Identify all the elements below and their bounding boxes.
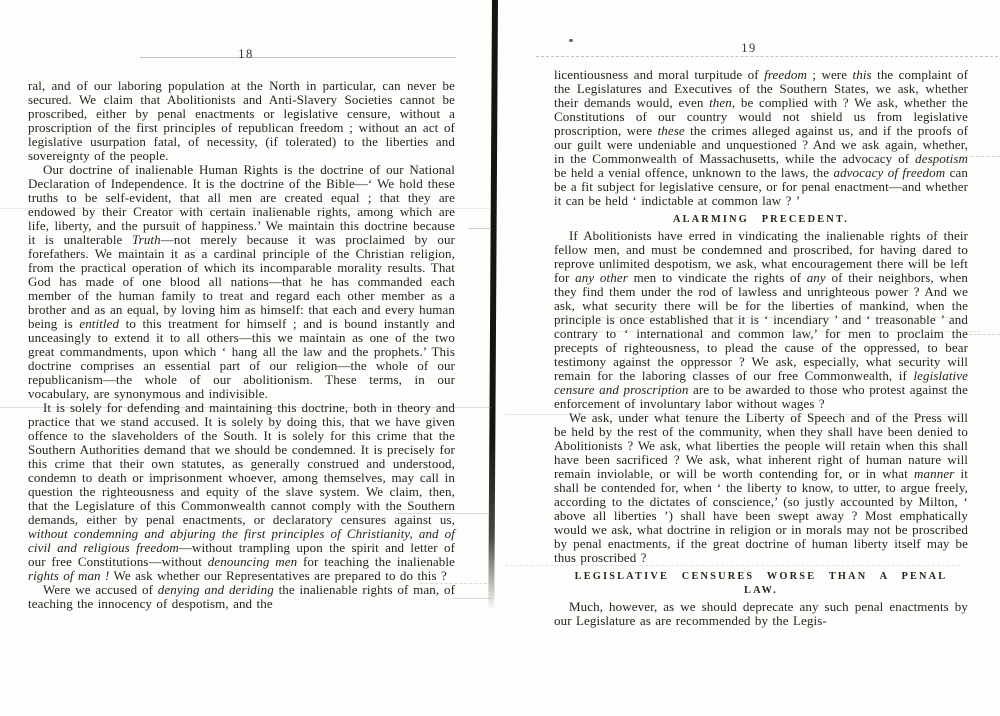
paragraph: Our doctrine of inalienable Human Rights is the doctrine of our National Declaration of Independence. It is the doctrine of the Bible—‘ We hold these truths to be self-evident, that all men are created equal ; that they are endowed by their Creator with certain inalienable rights, among which are life, liberty, and the pursuit of happiness.’ We maintain this doctrine because it is unalterable Truth—not merely because it was proclaimed by our forefathers. We maintain it as a cardinal principle of the Christian religion, from the practical operation of which its incomparable morality results. That God has made of one blood all nations—that he has commanded each member of the human family to treat and regard each other member as a brother and as an equal, by loving him as himself: that each and every human being is entitled to this treatment for himself ; and is bound instantly and unceasingly to extend it to all others—this we maintain as one of the two great commandments, upon which ‘ hang all the law and the prophets.’ This doctrine comprises an essential part of our religion—the whole of our republicanism—the whole of our abolitionism. These terms, in our vocabulary, are synonymous and indivisible.	[28, 162, 456, 401]
page-left-content	[28, 79, 455, 611]
page-left-header	[0, 45, 492, 63]
section-heading: LEGISLATIVE CENSURES WORSE THAN A PENAL LAW.	[574, 571, 948, 596]
scan-artifact-line	[452, 598, 492, 599]
scan-artifact-line	[468, 228, 492, 229]
paragraph: licentiousness and moral turpitude of freedom ; were this the complaint of the Legislatures and Executives of the Southern States, we ask, whether their demands would, even then, be complied with ? We ask, whether the Constitutions of our country would not shield us from legislative proscription, were these the crimes alleged against us, and if the proofs of our guilt were undeniable and unquestioned ? And we ask again, whether, in the Commonwealth of Massachusetts, while the advocacy of despotism be held a venial offence, unknown to the laws, the advocacy of freedom can be a fit subject for legislative censure, or for penal enactment—and whether it can be held ‘ indictable at common law ? ’	[554, 67, 969, 208]
page-right	[498, 0, 1000, 716]
paragraph: It is solely for defending and maintaining this doctrine, both in theory and practice that we stand accused. It is solely by doing this, that we have given offence to the slaveholders of the South. It is solely for this crime that the Southern Authorities demand that we should be condemned. It is precisely for this crime that their own statutes, as generally construed and understood, condemn to death or imprisonment whoever, among themselves, may call in question the righteousness and equity of the slave system. We claim, then, that the Legislature of this Commonwealth cannot comply with the Southern demands, either by penal enactments, or declaratory censures against us, without condemning and abjuring the first principles of Christianity, and of civil and religious freedom—without trampling upon the spirit and letter of our free Constitutions—without denouncing men for teaching the inalienable rights of man ! We ask whether our Representatives are prepared to do this ?	[28, 400, 456, 583]
page-left	[0, 0, 492, 716]
scan-artifact-line	[964, 334, 1000, 335]
page-number: 18	[238, 47, 254, 61]
page-right-header	[498, 39, 1000, 57]
page-right-content	[554, 68, 968, 628]
paragraph: We ask, under what tenure the Liberty of Speech and of the Press will be held by the rest of the community, when they shall have been denied to Abolitionists ? We ask, what liberties the people will retain when this shall have been sacrificed ? We ask, what inherent right of human nature will remain inviolable, or will be worth contending for, or in what manner it shall be contended for, when ‘ the liberty to know, to utter, to argue freely, according to the dictates of conscience,’ (so justly accounted by Milton, ‘ above all liberties ’) shall have been swept away ? Most emphatically would we ask, what doctrine in religion or in morals may not be proscribed by penal enactments, if the great doctrine of human liberty itself may be thus proscribed ?	[554, 410, 968, 565]
paragraph: If Abolitionists have erred in vindicating the inalienable rights of their fellow men, and must be condemned and proscribed, for having dared to reprove unlimited despotism, we ask, what encouragement there will be left for any other men to vindicate the rights of any of their neighbors, when they find them under the rod of lawless and unrighteous power ? And we ask, what security there will be for the liberties of mankind, when the principle is once established that it is ‘ incendiary ’ and ‘ treasonable ’ and contrary to ‘ international and common law,’ for men to proclaim the precepts of righteousness, to plead the cause of the oppressed, to bear testimony against the oppressor ? We ask, especially, what security will remain for the laboring classes of our free Commonwealth, if legislative censure and proscription are to be awarded to those who protest against the enforcement of involuntary labor without wages ?	[554, 228, 969, 411]
paragraph: Were we accused of denying and deriding the inalienable rights of man, of teaching the innocency of despotism, and the	[28, 582, 455, 611]
page-number: 19	[741, 41, 757, 55]
section-heading: ALARMING PRECEDENT.	[672, 214, 850, 225]
paragraph: ral, and of our laboring population at the North in particular, can never be secured. We claim that Abolitionists and Anti-Slavery Societies cannot be proscribed, either by penal enactments or legislative censure, without a proscription of the first principles of republican freedom ; without an act of legislative usurpation fatal, of necessity, (if tolerated) to the liberties and sovereignty of the people.	[28, 78, 455, 163]
paragraph: Much, however, as we should deprecate any such penal enactments by our Legislature as are recommended by the Legis-	[554, 599, 968, 628]
